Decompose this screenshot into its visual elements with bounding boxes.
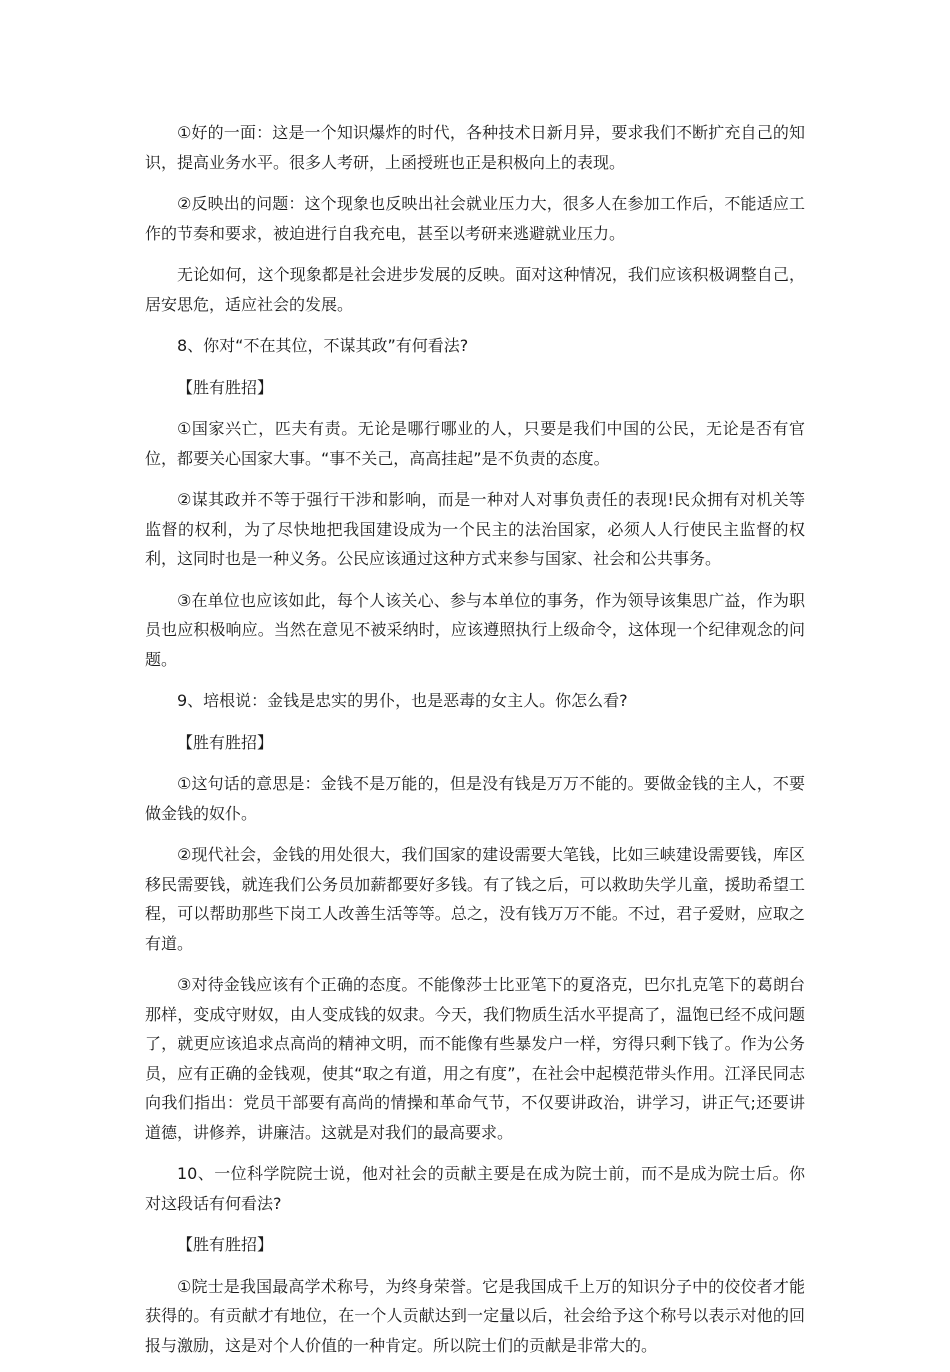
- answer-heading-8: 【胜有胜招】: [177, 377, 274, 397]
- answer-9-point-2: ②现代社会，金钱的用处很大，我们国家的建设需要大笔钱，比如三峡建设需要钱，库区移民需要钱，就连我们公务员加薪都要好多钱。有了钱之后，可以救助失学儿童，援助希望工程，可以帮助那些下岗工人改善生活等等。总之，没有钱万万不能。不过，君子爱财，应取之有道。: [145, 845, 805, 953]
- answer-8-point-2: ②谋其政并不等于强行干涉和影响，而是一种对人对事负责任的表现!民众拥有对机关等监督的权利，为了尽快地把我国建设成为一个民主的法治国家，必须人人行使民主监督的权利，这同时也是一种义务。公民应该通过这种方式来参与国家、社会和公共事务。: [145, 490, 805, 568]
- question-8: 8、你对“不在其位，不谋其政”有何看法?: [177, 336, 469, 355]
- answer-8-point-3: ③在单位也应该如此，每个人该关心、参与本单位的事务，作为领导该集思广益，作为职员也应积极响应。当然在意见不被采纳时，应该遵照执行上级命令，这体现一个纪律观念的问题。: [145, 590, 805, 669]
- answer-heading-10: 【胜有胜招】: [177, 1235, 274, 1254]
- question-9: 9、培根说：金钱是忠实的男仆，也是恶毒的女主人。你怎么看?: [177, 691, 628, 710]
- document-page: [145, 118, 805, 1372]
- question-10: 10、一位科学院院士说，他对社会的贡献主要是在成为院士前，而不是成为院士后。你对这段话有何看法?: [145, 1164, 805, 1213]
- answer-10-point-1: ①院士是我国最高学术称号，为终身荣誉。它是我国成千上万的知识分子中的佼佼者才能获得的。有贡献才有地位，在一个人贡献达到一定量以后，社会给予这个称号以表示对他的回报与激励，这是对个人价值的一种肯定。所以院士们的贡献是非常大的。: [145, 1276, 805, 1355]
- answer-heading-9: 【胜有胜招】: [177, 732, 274, 752]
- answer-8-point-1: ①国家兴亡，匹夫有责。无论是哪行哪业的人，只要是我们中国的公民，无论是否有官位，都要关心国家大事。“事不关己，高高挂起”是不负责的态度。: [145, 419, 805, 468]
- paragraph-problem: ②反映出的问题：这个现象也反映出社会就业压力大，很多人在参加工作后，不能适应工作的节奏和要求，被迫进行自我充电，甚至以考研来逃避就业压力。: [145, 194, 805, 243]
- answer-9-point-3: ③对待金钱应该有个正确的态度。不能像莎士比亚笔下的夏洛克，巴尔扎克笔下的葛朗台那样，变成守财奴，由人变成钱的奴隶。今天，我们物质生活水平提高了，温饱已经不成问题了，就更应该追求点高尚的精神文明，而不能像有些暴发户一样，穷得只剩下钱了。作为公务员，应有正确的金钱观，使其“取之有道，用之有度”，在社会中起模范带头作用。江泽民同志向我们指出：党员干部要有高尚的情操和革命气节，不仅要讲政治，讲学习，讲正气;还要讲道德，讲修养，讲廉洁。这就是对我们的最高要求。: [145, 975, 805, 1142]
- paragraph-conclusion: 无论如何，这个现象都是社会进步发展的反映。面对这种情况，我们应该积极调整自己，居安思危，适应社会的发展。: [145, 265, 805, 314]
- paragraph-good-side: ①好的一面：这是一个知识爆炸的时代，各种技术日新月异，要求我们不断扩充自己的知识，提高业务水平。很多人考研，上函授班也正是积极向上的表现。: [145, 123, 805, 172]
- answer-9-point-1: ①这句话的意思是：金钱不是万能的，但是没有钱是万万不能的。要做金钱的主人，不要做金钱的奴仆。: [145, 774, 805, 823]
